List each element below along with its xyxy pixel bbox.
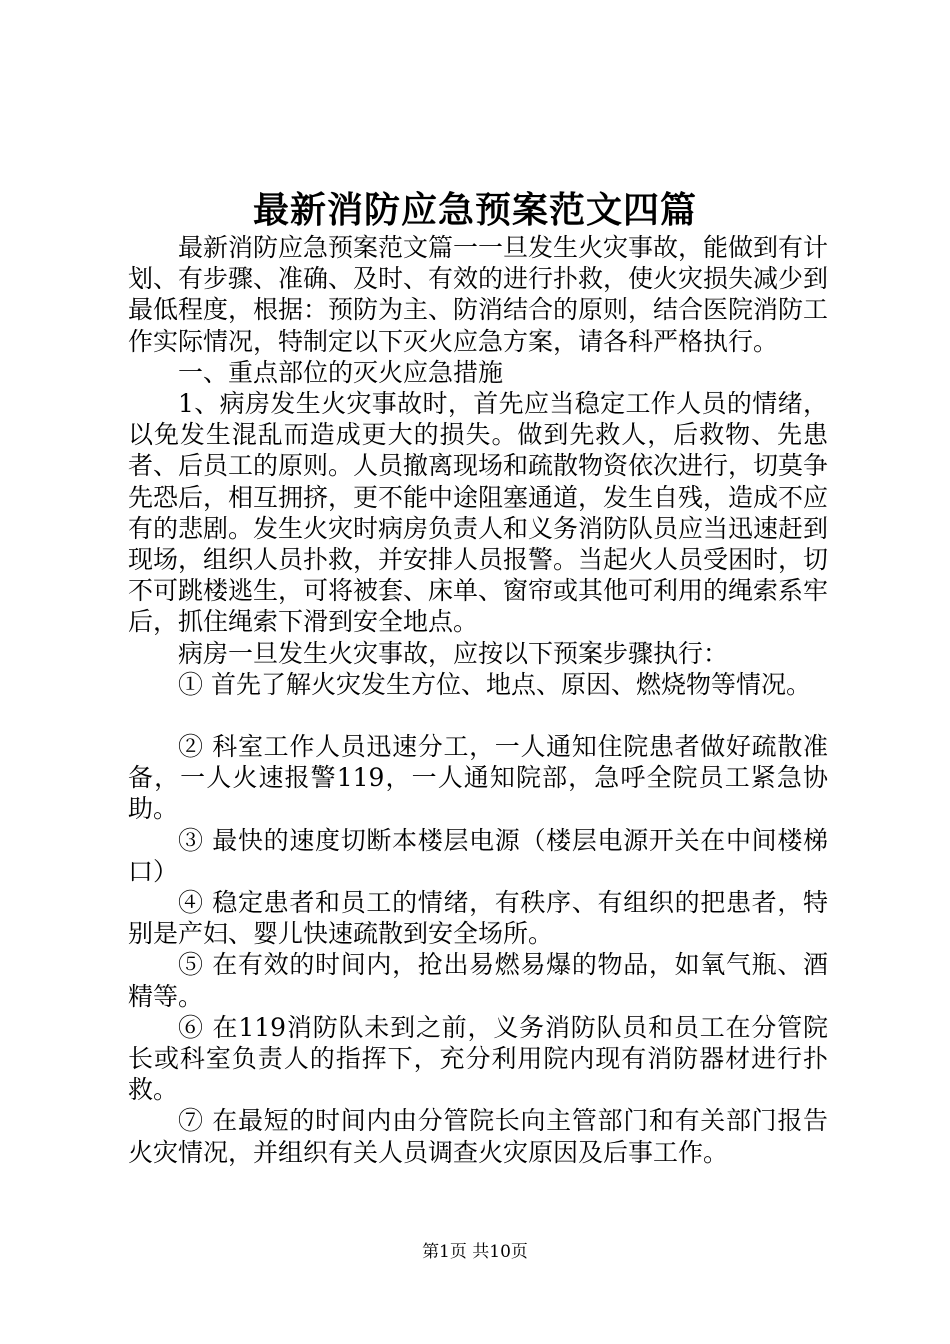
step-item: ⑤ 在有效的时间内，抢出易燃易爆的物品，如氧气瓶、酒精等。	[128, 950, 828, 1011]
step-item: ③ 最快的速度切断本楼层电源（楼层电源开关在中间楼梯口）	[128, 825, 828, 886]
body-paragraph: 病房一旦发生火灾事故，应按以下预案步骤执行：	[178, 638, 729, 668]
page-number-footer: 第1页 共10页	[422, 1242, 528, 1262]
document-title: 最新消防应急预案范文四篇	[252, 189, 697, 231]
step-item: ⑦ 在最短的时间内由分管院长向主管部门和有关部门报告火灾情况，并组织有关人员调查火灾原因及后事工作。	[128, 1106, 828, 1167]
step-item: ⑥ 在119消防队未到之前，义务消防队员和员工在分管院长或科室负责人的指挥下，充分利用院内现有消防器材进行扑救。	[128, 1012, 828, 1105]
intro-paragraph: 最新消防应急预案范文篇一一旦发生火灾事故，能做到有计划、有步骤、准确、及时、有效的进行扑救，使火灾损失减少到最低程度，根据：预防为主、防消结合的原则，结合医院消防工作实际情况，特制定以下灭火应急方案，请各科严格执行。	[128, 233, 829, 356]
step-item: ④ 稳定患者和员工的情绪，有秩序、有组织的把患者，特别是产妇、婴儿快速疏散到安全场所。	[128, 888, 828, 949]
section-heading: 一、重点部位的灭火应急措施	[178, 357, 504, 387]
step-item: ② 科室工作人员迅速分工，一人通知住院患者做好疏散准备，一人火速报警119，一人通知院部，急呼全院员工紧急协助。	[128, 732, 828, 824]
document-body	[128, 232, 828, 1168]
step-item: ① 首先了解火灾发生方位、地点、原因、燃烧物等情况。	[178, 669, 811, 699]
body-paragraph: 1、病房发生火灾事故时，首先应当稳定工作人员的情绪，以免发生混乱而造成更大的损失。做到先救人，后救物、先患者、后员工的原则。人员撤离现场和疏散物资依次进行，切莫争先恐后，相互拥挤，更不能中途阻塞通道，发生自残，造成不应有的悲剧。发生火灾时病房负责人和义务消防队员应当迅速赶到现场，组织人员扑救，并安排人员报警。当起火人员受困时，切不可跳楼逃生，可将被套、床单、窗帘或其他可利用的绳索系牢后，抓住绳索下滑到安全地点。	[128, 389, 829, 637]
